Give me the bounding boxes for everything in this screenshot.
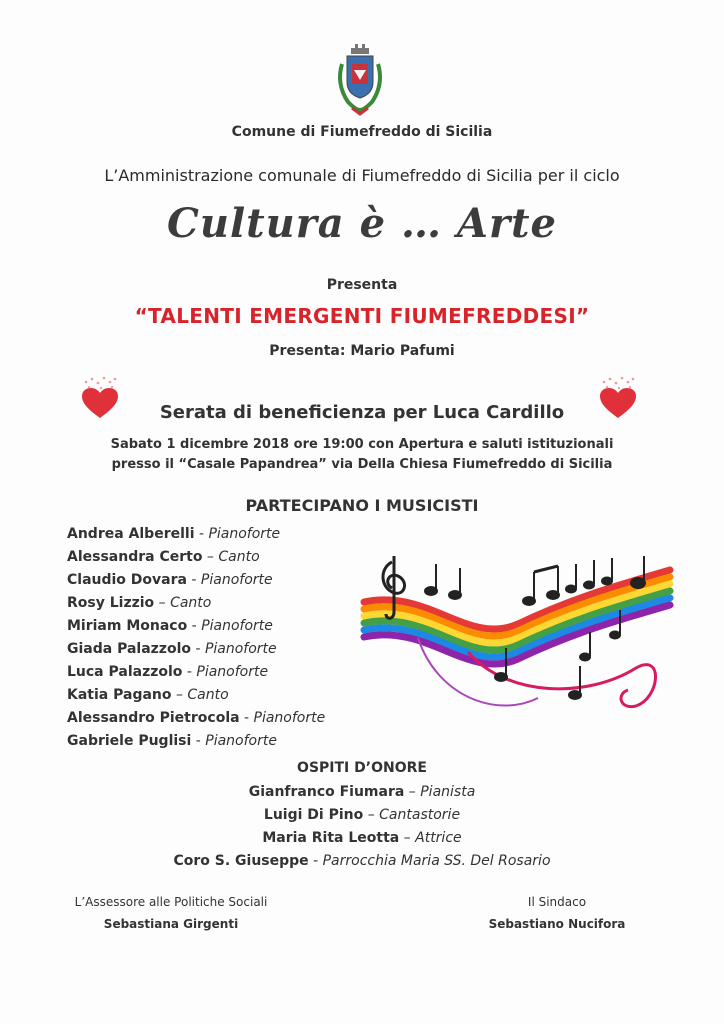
musician-name: Luca Palazzolo xyxy=(67,664,183,680)
guest-role: Cantastorie xyxy=(379,807,461,823)
event-venue-line: presso il “Casale Papandrea” via Della Chiesa Fiumefreddo di Sicilia xyxy=(111,457,613,472)
list-item: Katia Pagano – Canto xyxy=(67,687,229,703)
presenta-label: Presenta xyxy=(326,277,398,293)
musician-name: Rosy Lizzio xyxy=(67,595,155,611)
musician-name: Katia Pagano xyxy=(67,687,172,703)
guest-name: Luigi Di Pino xyxy=(263,807,364,823)
guest-role: Pianista xyxy=(420,784,476,800)
guest-name: Gianfranco Fiumara xyxy=(248,784,405,800)
list-item: Gabriele Puglisi - Pianoforte xyxy=(67,733,277,749)
list-item: Luigi Di Pino – Cantastorie xyxy=(263,807,461,823)
musician-role: Pianoforte xyxy=(204,641,277,657)
assessore-title: L’Assessore alle Politiche Sociali xyxy=(74,895,268,909)
musician-role: Pianoforte xyxy=(201,618,273,634)
list-item: Alessandra Certo – Canto xyxy=(67,549,260,565)
guest-name: Coro S. Giuseppe xyxy=(173,853,309,869)
list-item: Gianfranco Fiumara – Pianista xyxy=(248,784,476,800)
list-item: Maria Rita Leotta – Attrice xyxy=(262,830,462,846)
municipal-crest-icon xyxy=(332,44,388,120)
cycle-title: Cultura è … Arte xyxy=(167,200,557,247)
list-item: Rosy Lizzio – Canto xyxy=(67,595,212,611)
event-date-line: Sabato 1 dicembre 2018 ore 19:00 con Apertura e saluti istituzionali xyxy=(110,437,614,452)
list-item: Miriam Monaco - Pianoforte xyxy=(67,618,273,634)
event-title: “TALENTI EMERGENTI FIUMEFREDDESI” xyxy=(134,304,590,328)
guests-list xyxy=(0,781,724,873)
charity-evening-title: Serata di beneficienza per Luca Cardillo xyxy=(159,402,565,423)
host-line: Presenta: Mario Pafumi xyxy=(269,343,455,359)
musician-role: Pianoforte xyxy=(208,526,281,542)
music-notes-rainbow-icon xyxy=(358,548,674,728)
musician-name: Alessandro Pietrocola xyxy=(67,710,240,726)
list-item: Andrea Alberelli - Pianoforte xyxy=(67,526,281,542)
musician-role: Canto xyxy=(187,687,229,703)
assessore-name: Sebastiana Girgenti xyxy=(103,917,239,931)
list-item: Luca Palazzolo - Pianoforte xyxy=(67,664,269,680)
comune-name: Comune di Fiumefreddo di Sicilia xyxy=(231,124,493,140)
musician-name: Giada Palazzolo xyxy=(67,641,191,657)
musician-role: Pianoforte xyxy=(253,710,326,726)
musician-role: Pianoforte xyxy=(200,572,273,588)
sindaco-name: Sebastiano Nucifora xyxy=(488,917,626,931)
list-item: Giada Palazzolo - Pianoforte xyxy=(67,641,277,657)
musician-role: Pianoforte xyxy=(205,733,277,749)
musicians-heading: PARTECIPANO I MUSICISTI xyxy=(245,496,479,515)
guest-role: Parrocchia Maria SS. Del Rosario xyxy=(322,853,551,869)
musician-name: Alessandra Certo xyxy=(67,549,203,565)
musicians-list xyxy=(67,523,325,753)
list-item: Alessandro Pietrocola - Pianoforte xyxy=(67,710,326,726)
musician-name: Miriam Monaco xyxy=(67,618,188,634)
sindaco-title: Il Sindaco xyxy=(527,895,587,909)
musician-name: Gabriele Puglisi xyxy=(67,733,192,749)
guest-name: Maria Rita Leotta xyxy=(262,830,400,846)
musician-name: Andrea Alberelli xyxy=(67,526,195,542)
musician-role: Canto xyxy=(218,549,260,565)
list-item: Coro S. Giuseppe - Parrocchia Maria SS. Del Rosario xyxy=(173,853,551,869)
musician-name: Claudio Dovara xyxy=(67,572,187,588)
guest-role: Attrice xyxy=(415,830,462,846)
musician-role: Canto xyxy=(170,595,212,611)
musician-role: Pianoforte xyxy=(196,664,269,680)
intro-line: L’Amministrazione comunale di Fiumefreddo di Sicilia per il ciclo xyxy=(104,166,620,185)
list-item: Claudio Dovara - Pianoforte xyxy=(67,572,273,588)
guests-heading: OSPITI D’ONORE xyxy=(297,760,427,776)
